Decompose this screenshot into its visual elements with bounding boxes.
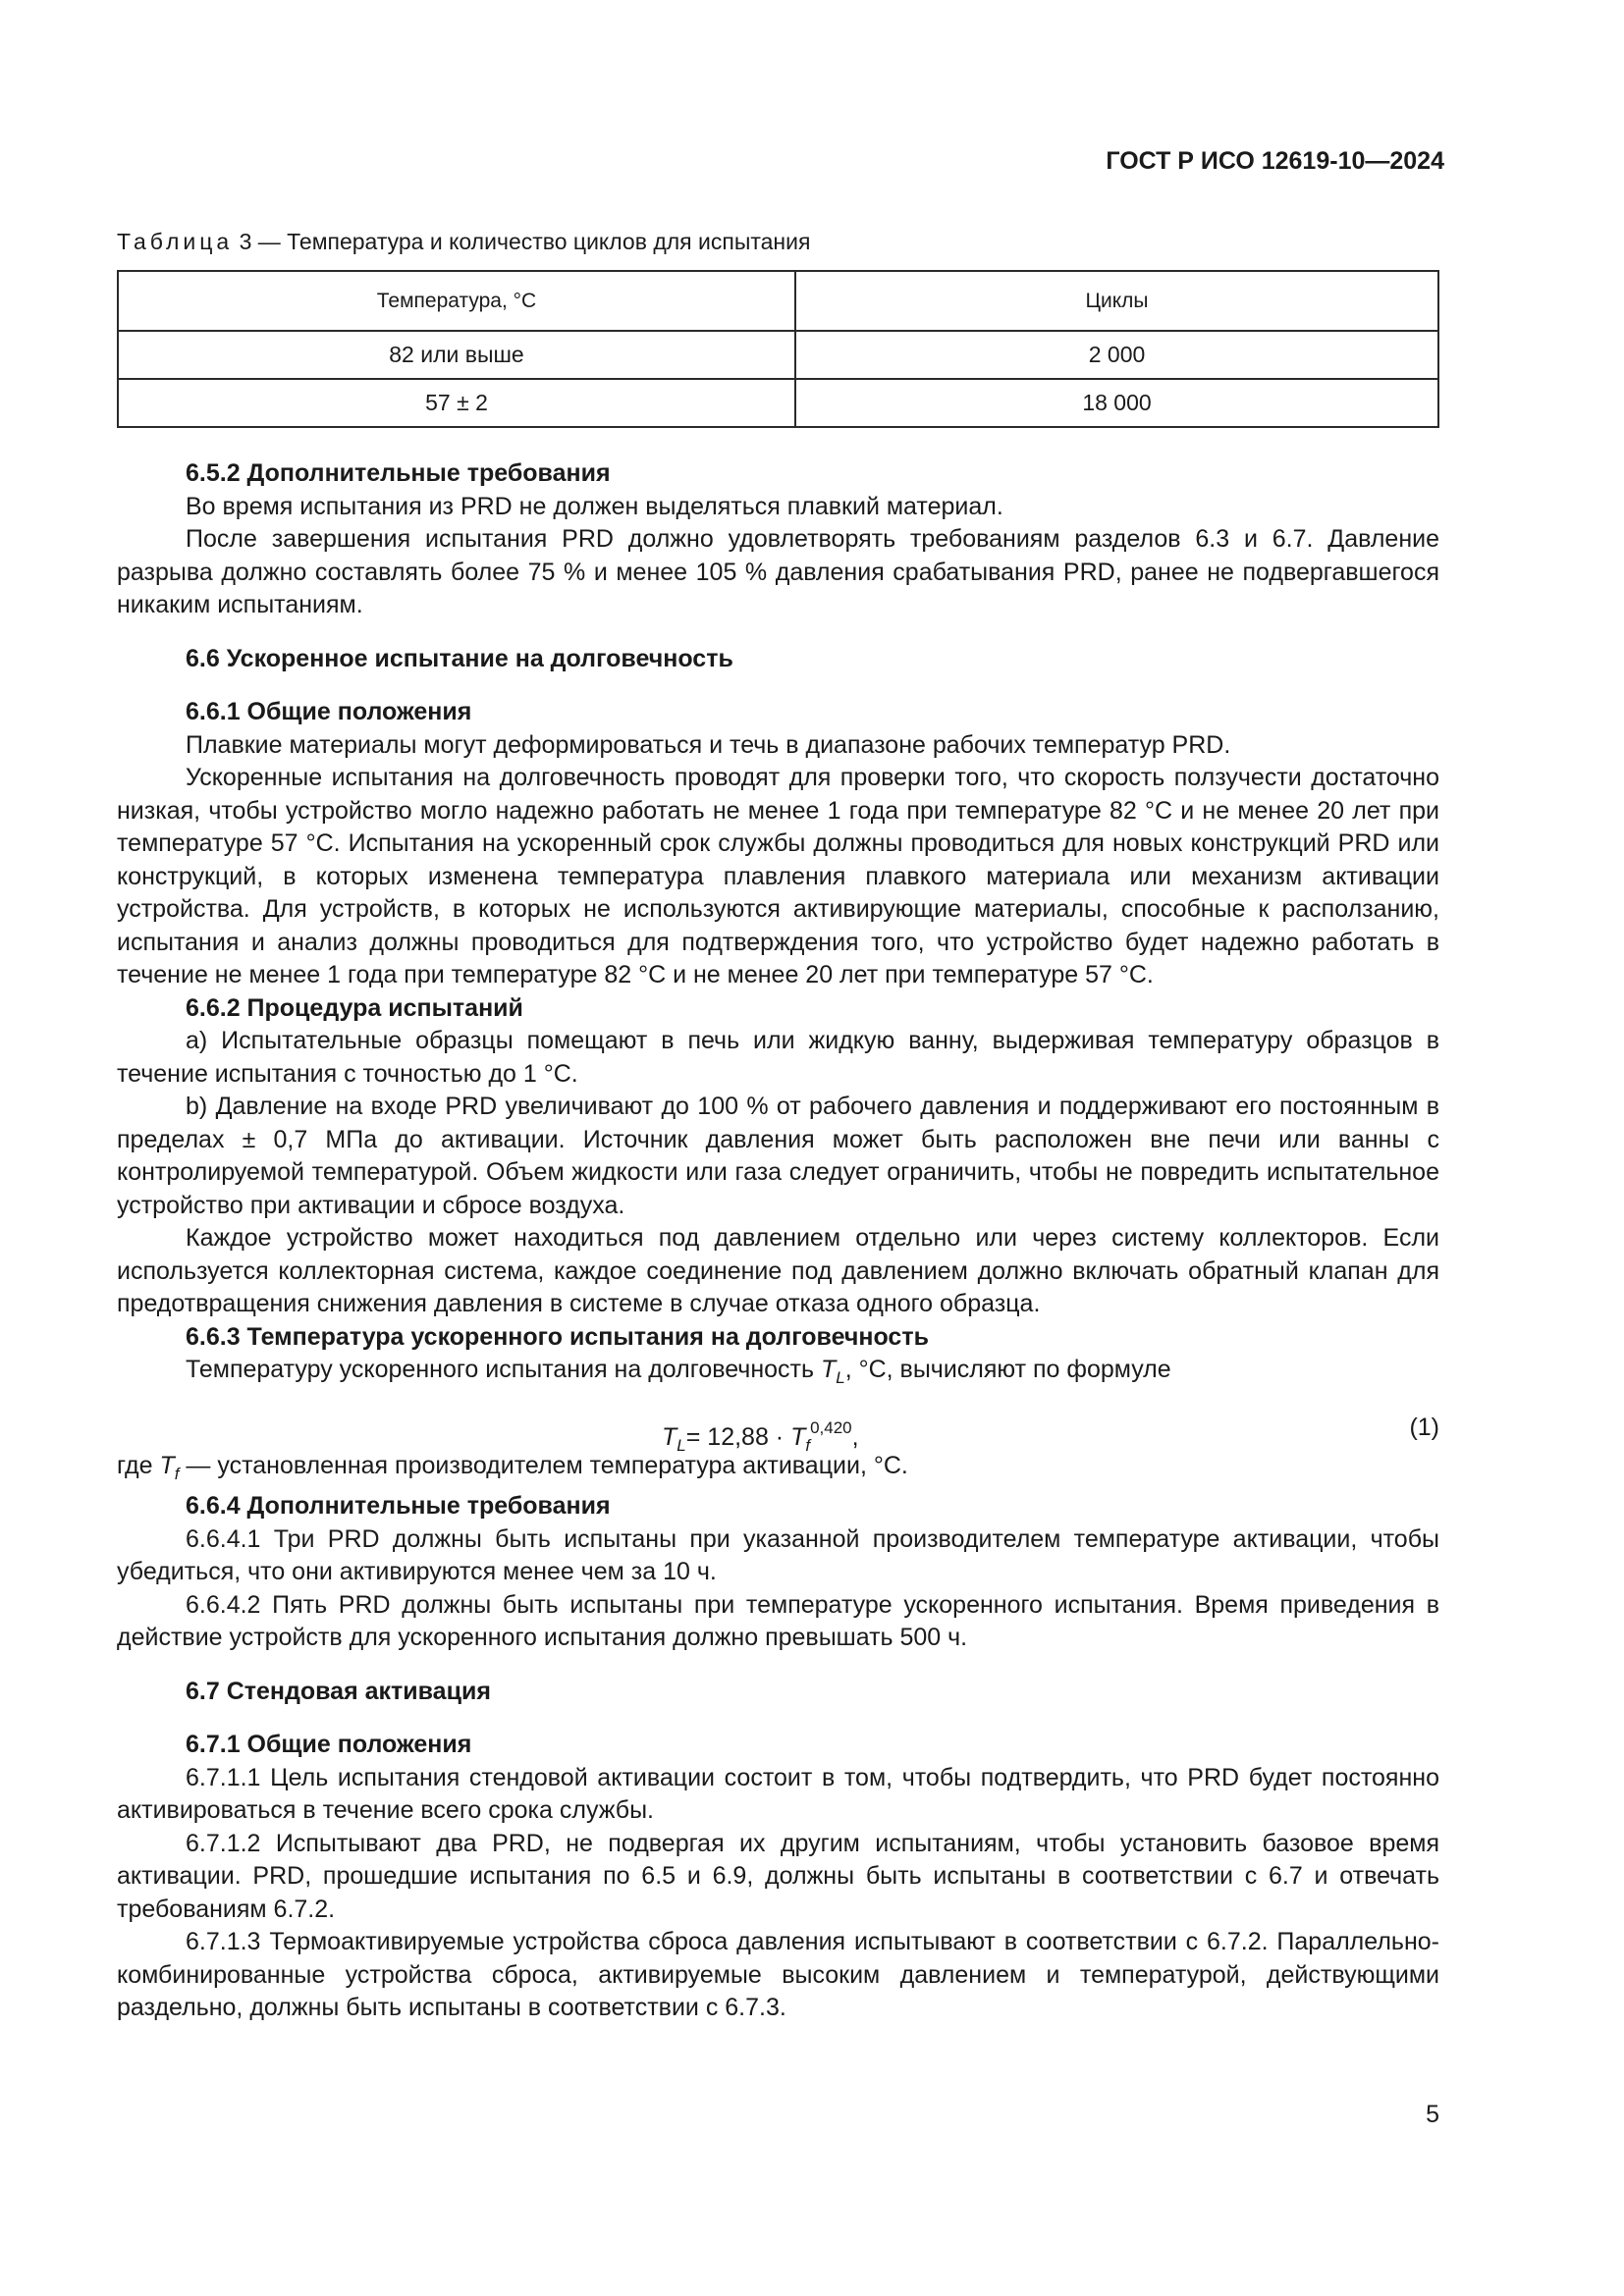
symbol-T: T	[820, 1356, 837, 1383]
table-row	[118, 379, 1438, 427]
document-header: ГОСТ Р ИСО 12619-10—2024	[1106, 147, 1444, 175]
symbol-subscript-f: f	[174, 1464, 180, 1483]
list-item: a) Испытательные образцы помещают в печь или жидкую ванну, выдерживая температуру образцов в течение испытания с точностью до 1 °C.	[117, 1027, 1439, 1088]
formula-intro	[117, 1354, 1439, 1395]
paragraph: Плавкие материалы могут деформироваться и течь в диапазоне рабочих температур PRD.	[186, 730, 1231, 759]
formula-number: (1)	[1409, 1413, 1439, 1441]
section-heading: 6.6 Ускоренное испытание на долговечность	[186, 644, 733, 672]
section-heading: 6.6.2 Процедура испытаний	[186, 993, 523, 1022]
where-text: где	[117, 1451, 160, 1479]
paragraph: 6.6.4.1 Три PRD должны быть испытаны при указанной производителем температуре активации, чтобы убедиться, что они активируются менее чем за 10 ч.	[117, 1524, 1439, 1585]
formula-exponent: 0,420	[810, 1417, 852, 1437]
table-header-row	[118, 271, 1438, 331]
symbol-T: T	[790, 1422, 806, 1451]
symbol-subscript-f: f	[805, 1435, 811, 1455]
formula-expression	[662, 1412, 859, 1463]
section-heading: 6.7.1 Общие положения	[186, 1731, 472, 1758]
symbol-T: T	[159, 1451, 175, 1479]
formula-text: ,	[851, 1422, 859, 1451]
section-heading: 6.6.3 Температура ускоренного испытания на долговечность	[186, 1322, 929, 1351]
paragraph: 6.7.1.1 Цель испытания стендовой активации состоит в том, чтобы подтвердить, что PRD будет постоянно активироваться в течение всего срока службы.	[117, 1763, 1439, 1824]
section-heading: 6.6.4 Дополнительные требования	[186, 1492, 611, 1520]
table-caption-label: Таблица	[117, 229, 234, 254]
paragraph: 6.7.1.2 Испытывают два PRD, не подвергая их другим испытаниям, чтобы установить базовое время активации. PRD, прошедшие испытания по 6.5 и 6.9, должны быть испытаны в соответствии с 6.7 и отвечать требованиям 6.7.2.	[117, 1829, 1439, 1923]
where-text: — установленная производителем температура активации, °C.	[179, 1451, 908, 1479]
paragraph: 6.7.1.3 Термоактивируемые устройства сброса давления испытывают в соответствии с 6.7.2. Параллельно-комбинированные устройства сброса, активируемые высоким давлением и температурой, действующими раздельно, должны быть испытаны в соответствии с 6.7.3.	[117, 1928, 1439, 2021]
page-number: 5	[1426, 2101, 1439, 2128]
table-caption	[117, 229, 810, 255]
section-heading: 6.6.1 Общие положения	[186, 698, 472, 725]
table-header-cell: Температура, °C	[118, 271, 795, 331]
document-body	[117, 457, 1439, 2025]
paragraph: Каждое устройство может находиться под давлением отдельно или через систему коллекторов. Если используется коллекторная система, каждое соединение под давлением должно включать обратный клапан для предотвращения снижения давления в системе в случае отказа одного образца.	[117, 1224, 1439, 1317]
table-cell: 57 ± 2	[118, 379, 795, 427]
table-cell: 2 000	[795, 331, 1438, 379]
formula-text: = 12,88 ·	[685, 1422, 791, 1451]
table-row	[118, 331, 1438, 379]
temperature-cycles-table	[117, 270, 1439, 428]
table-caption-text: 3 — Температура и количество циклов для испытания	[233, 229, 811, 254]
symbol-subscript-L: L	[677, 1435, 686, 1455]
formula-intro-text: , °C, вычисляют по формуле	[844, 1356, 1171, 1383]
formula-intro-text: Температуру ускоренного испытания на долговечность	[186, 1356, 821, 1383]
paragraph: Ускоренные испытания на долговечность проводят для проверки того, что скорость ползучести достаточно низкая, чтобы устройство могло надежно работать не менее 1 года при температуре 82 °C и не менее 20 лет при температуре 57 °C. Испытания на ускоренный срок службы должны проводиться для новых конструкций PRD или конструкций, в которых изменена температура плавления плавкого материала или механизм активации устройства. Для устройств, в которых не используются активирующие материалы, способные к расползанию, испытания и анализ должны проводиться для подтверждения того, что устройство будет надежно работать в течение не менее 1 года при температуре 82 °C и не менее 20 лет при температуре 57 °C.	[117, 764, 1439, 988]
symbol-T: T	[662, 1422, 677, 1451]
symbol-subscript-L: L	[836, 1368, 845, 1387]
formula	[117, 1406, 1439, 1455]
section-heading: 6.7 Стендовая активация	[186, 1677, 491, 1705]
section-heading: 6.5.2 Дополнительные требования	[186, 459, 611, 487]
table-header-cell: Циклы	[795, 271, 1438, 331]
paragraph: 6.6.4.2 Пять PRD должны быть испытаны при температуре ускоренного испытания. Время приведения в действие устройств для ускоренного испытания должно превышать 500 ч.	[117, 1590, 1439, 1651]
list-item: b) Давление на входе PRD увеличивают до 100 % от рабочего давления и поддерживают его постоянным в пределах ± 0,7 МПа до активации. Источник давления может быть расположен вне печи или ванны с контролируемой температурой. Объем жидкости или газа следует ограничить, чтобы не повредить испытательное устройство при активации и сбросе воздуха.	[117, 1093, 1439, 1219]
table-cell: 82 или выше	[118, 331, 795, 379]
paragraph: Во время испытания из PRD не должен выделяться плавкий материал.	[186, 492, 1003, 520]
paragraph: После завершения испытания PRD должно удовлетворять требованиям разделов 6.3 и 6.7. Давление разрыва должно составлять более 75 % и менее 105 % давления срабатывания PRD, ранее не подвергавшегося никаким испытаниям.	[117, 525, 1439, 618]
table-cell: 18 000	[795, 379, 1438, 427]
